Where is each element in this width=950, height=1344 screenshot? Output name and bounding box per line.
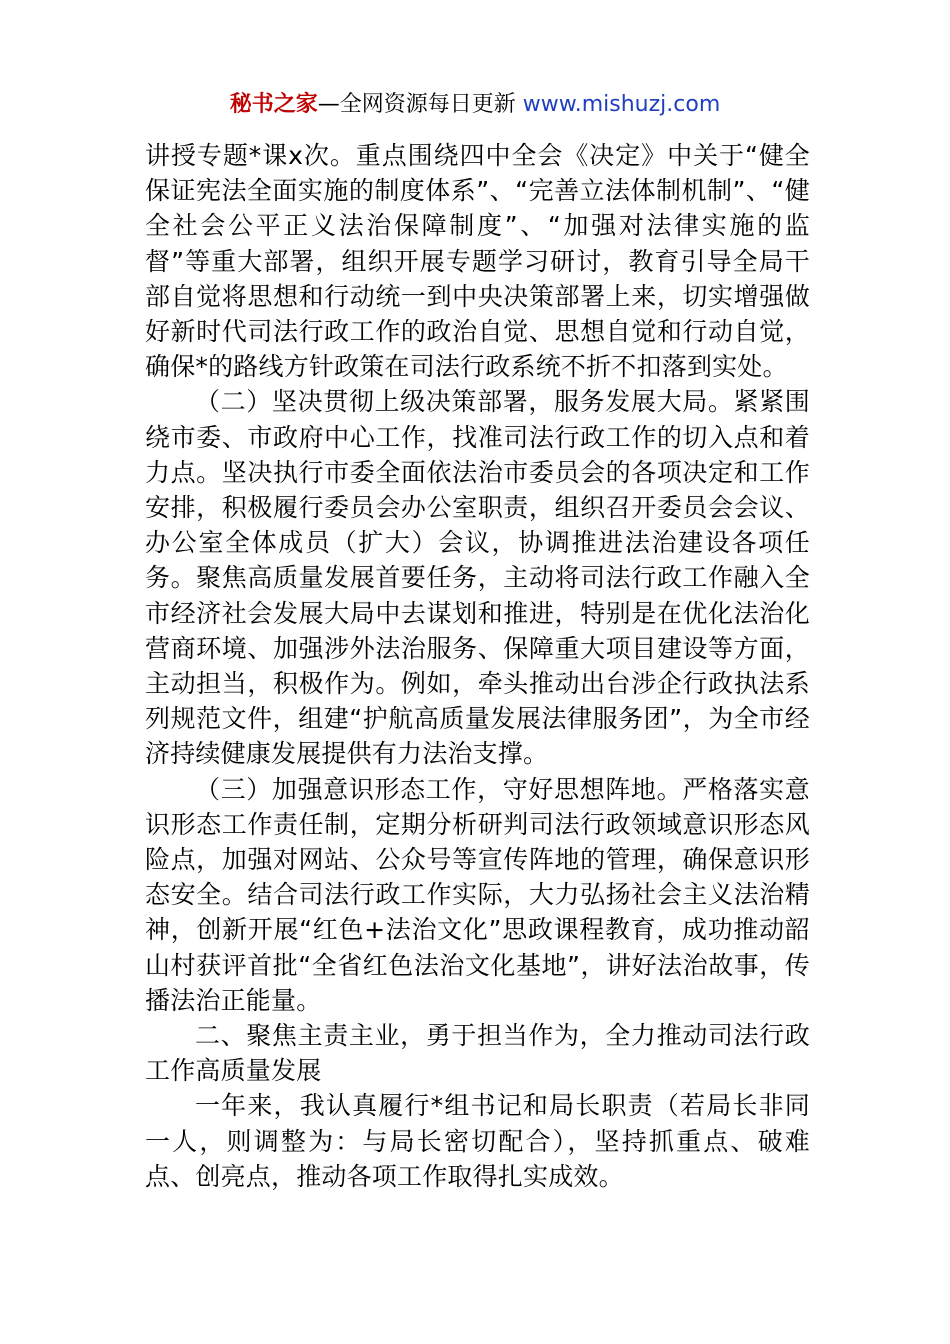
site-url: www.mishuzj.com <box>522 92 721 117</box>
paragraph-section-3: （三）加强意识形态工作，守好思想阵地。严格落实意识形态工作责任制，定期分析研判司法行政领域意识形态风险点，加强对网站、公众号等宣传阵地的管理，确保意识形态安全。结合司法行政工作实际，大力弘扬社会主义法治精神，创新开展“红色+法治文化”思政课程教育，成功推动韶山村获评首批“全省红色法治文化基地”，讲好法治故事，传播法治正能量。 <box>145 774 810 1015</box>
document-body <box>145 138 810 1194</box>
section-heading: 二、聚焦主责主业，勇于担当作为，全力推动司法行政工作高质量发展 <box>145 1021 810 1086</box>
site-tagline: —全网资源每日更新 <box>317 92 523 117</box>
paragraph-section-2: （二）坚决贯彻上级决策部署，服务发展大局。紧紧围绕市委、市政府中心工作，找准司法行政工作的切入点和着力点。坚决执行市委全面依法治市委员会的各项决定和工作安排，积极履行委员会办公室职责，组织召开委员会会议、办公室全体成员（扩大）会议，协调推进法治建设各项任务。聚焦高质量发展首要任务，主动将司法行政工作融入全市经济社会发展大局中去谋划和推进，特别是在优化法治化营商环境、加强涉外法治服务、保障重大项目建设等方面，主动担当，积极作为。例如，牵头推动出台涉企行政执法系列规范文件，组建“护航高质量发展法律服务团”，为全市经济持续健康发展提供有力法治支撑。 <box>145 387 810 769</box>
site-header <box>0 88 950 122</box>
site-brand: 秘书之家 <box>229 92 318 117</box>
paragraph-continuation: 讲授专题*课x次。重点围绕四中全会《决定》中关于“健全保证宪法全面实施的制度体系”、“完善立法体制机制”、“健全社会公平正义法治保障制度”、“加强对法律实施的监督”等重大部署，组织开展专题学习研讨，教育引导全局干部自觉将思想和行动统一到中央决策部署上来，切实增强做好新时代司法行政工作的政治自觉、思想自觉和行动自觉，确保*的路线方针政策在司法行政系统不折不扣落到实处。 <box>145 141 810 382</box>
paragraph-summary: 一年来，我认真履行*组书记和局长职责（若局长非同一人，则调整为：与局长密切配合），坚持抓重点、破难点、创亮点，推动各项工作取得扎实成效。 <box>145 1091 810 1191</box>
